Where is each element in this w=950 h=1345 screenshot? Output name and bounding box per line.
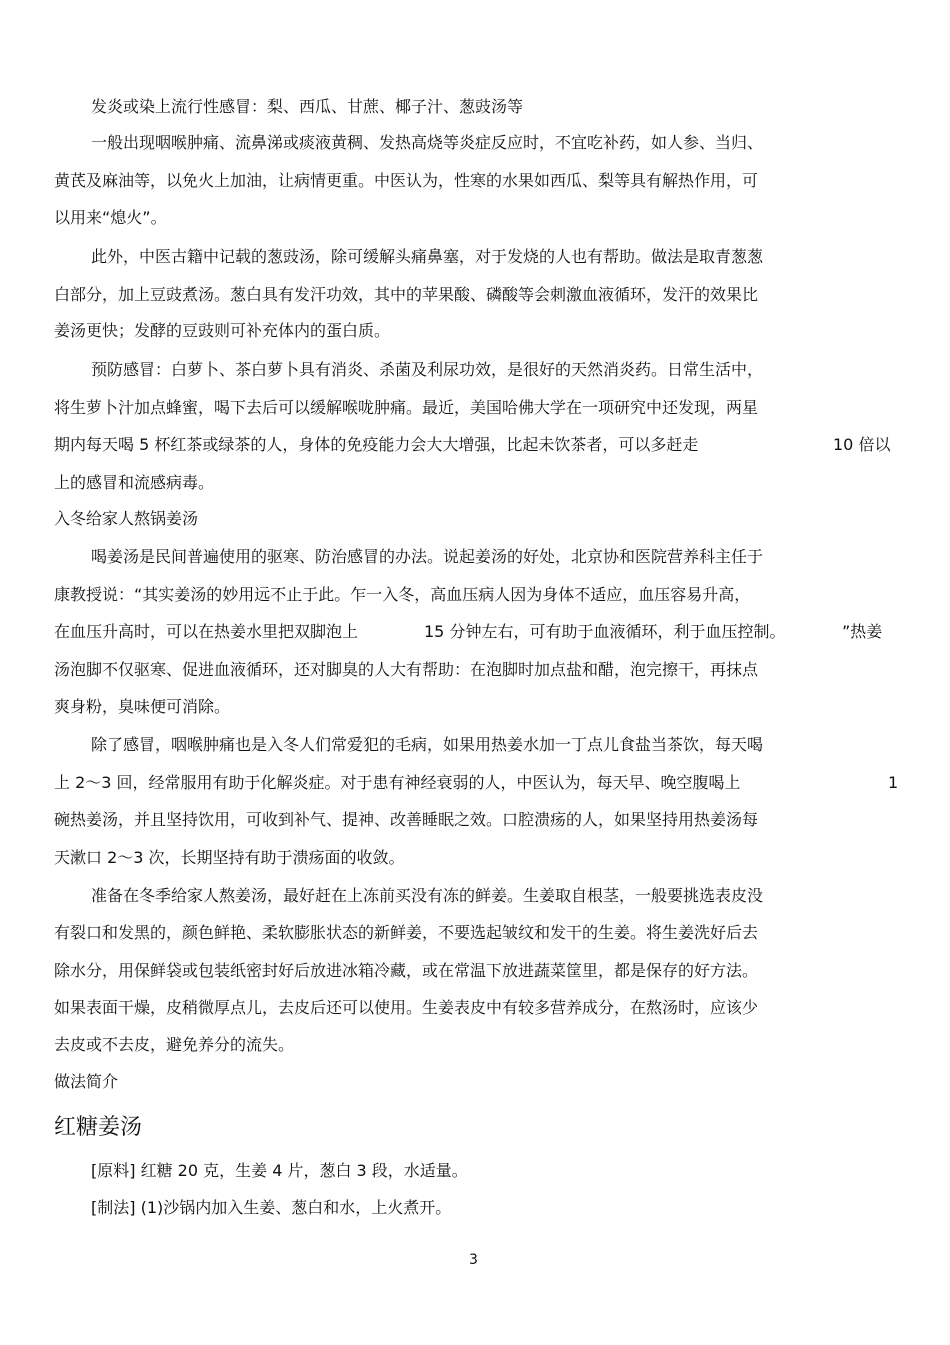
text-line: 上的感冒和流感病毒。 (54, 473, 215, 492)
section-label: 入冬给家人熬锅姜汤 (54, 509, 199, 528)
text-line: 爽身粉，臭味便可消除。 (54, 697, 231, 716)
ingredients-line: [原料] 红糖 20 克，生姜 4 片，葱白 3 段，水适量。 (91, 1161, 468, 1180)
text-line: 喝姜汤是民间普遍使用的驱寒、防治感冒的办法。说起姜汤的好处，北京协和医院营养科主任于 (91, 547, 764, 566)
text-line: 去皮或不去皮，避免养分的流失。 (54, 1035, 295, 1054)
text-line: 将生萝卜汁加点蜂蜜，喝下去后可以缓解喉咙肿痛。最近，美国哈佛大学在一项研究中还发现，两星 (54, 398, 759, 417)
text-line: 上 2～3 回，经常服用有助于化解炎症。对于患有神经衰弱的人，中医认为，每天早、晚空腹喝上 (54, 773, 741, 792)
page-number: 3 (469, 1252, 478, 1268)
text-line: 一般出现咽喉肿痛、流鼻涕或痰液黄稠、发热高烧等炎症反应时，不宜吃补药，如人参、当归、 (91, 133, 764, 152)
text-line-tail: ”热姜 (842, 622, 883, 641)
text-line: 预防感冒：白萝卜、茶白萝卜具有消炎、杀菌及利尿功效，是很好的天然消炎药。日常生活中， (91, 360, 764, 379)
text-line: 天漱口 2～3 次，长期坚持有助于溃疡面的收敛。 (54, 848, 405, 867)
text-line: 准备在冬季给家人熬姜汤，最好赶在上冻前买没有冻的鲜姜。生姜取自根茎，一般要挑选表皮没 (91, 886, 764, 905)
text-line: 黄芪及麻油等，以免火上加油，让病情更重。中医认为，性寒的水果如西瓜、梨等具有解热作用，可 (54, 171, 759, 190)
text-line: 有裂口和发黑的，颜色鲜艳、柔软膨胀状态的新鲜姜，不要选起皱纹和发干的生姜。将生姜洗好后去 (54, 923, 759, 942)
text-line-tail: 1 (888, 773, 899, 792)
text-line: 此外，中医古籍中记载的葱豉汤，除可缓解头痛鼻塞，对于发烧的人也有帮助。做法是取青葱葱 (91, 247, 764, 266)
text-line: 期内每天喝 5 杯红茶或绿茶的人，身体的免疫能力会大大增强，比起未饮茶者，可以多赶走 (54, 435, 699, 454)
recipe-heading: 红糖姜汤 (54, 1115, 143, 1140)
text-line-mid: 15 分钟左右，可有助于血液循环，利于血压控制。 (424, 622, 786, 641)
text-line: 发炎或染上流行性感冒：梨、西瓜、甘蔗、椰子汁、葱豉汤等 (91, 97, 524, 116)
section-label: 做法简介 (54, 1072, 119, 1091)
text-line: 姜汤更快；发酵的豆豉则可补充体内的蛋白质。 (54, 321, 391, 340)
text-line: 康教授说：“其实姜汤的妙用远不止于此。乍一入冬，高血压病人因为身体不适应，血压容易升高， (54, 585, 751, 604)
text-line: 汤泡脚不仅驱寒、促进血液循环，还对脚臭的人大有帮助：在泡脚时加点盐和醋，泡完擦干，再抹点 (54, 660, 759, 679)
method-line: [制法] (1)沙锅内加入生姜、葱白和水，上火煮开。 (91, 1198, 452, 1217)
text-line-tail: 10 倍以 (833, 435, 891, 454)
text-line: 除了感冒，咽喉肿痛也是入冬人们常爱犯的毛病，如果用热姜水加一丁点儿食盐当茶饮，每天喝 (91, 735, 764, 754)
text-line: 以用来“熄火”。 (54, 208, 167, 227)
text-line: 碗热姜汤，并且坚持饮用，可收到补气、提神、改善睡眠之效。口腔溃疡的人，如果坚持用热姜汤每 (54, 810, 759, 829)
text-line: 除水分，用保鲜袋或包装纸密封好后放进冰箱冷藏，或在常温下放进蔬菜筐里，都是保存的好方法。 (54, 961, 759, 980)
text-line: 如果表面干燥，皮稍微厚点儿，去皮后还可以使用。生姜表皮中有较多营养成分，在熬汤时，应该少 (54, 998, 759, 1017)
text-line: 在血压升高时，可以在热姜水里把双脚泡上 (54, 622, 359, 641)
text-line: 白部分，加上豆豉煮汤。葱白具有发汗功效，其中的苹果酸、磷酸等会刺激血液循环，发汗的效果比 (54, 285, 759, 304)
